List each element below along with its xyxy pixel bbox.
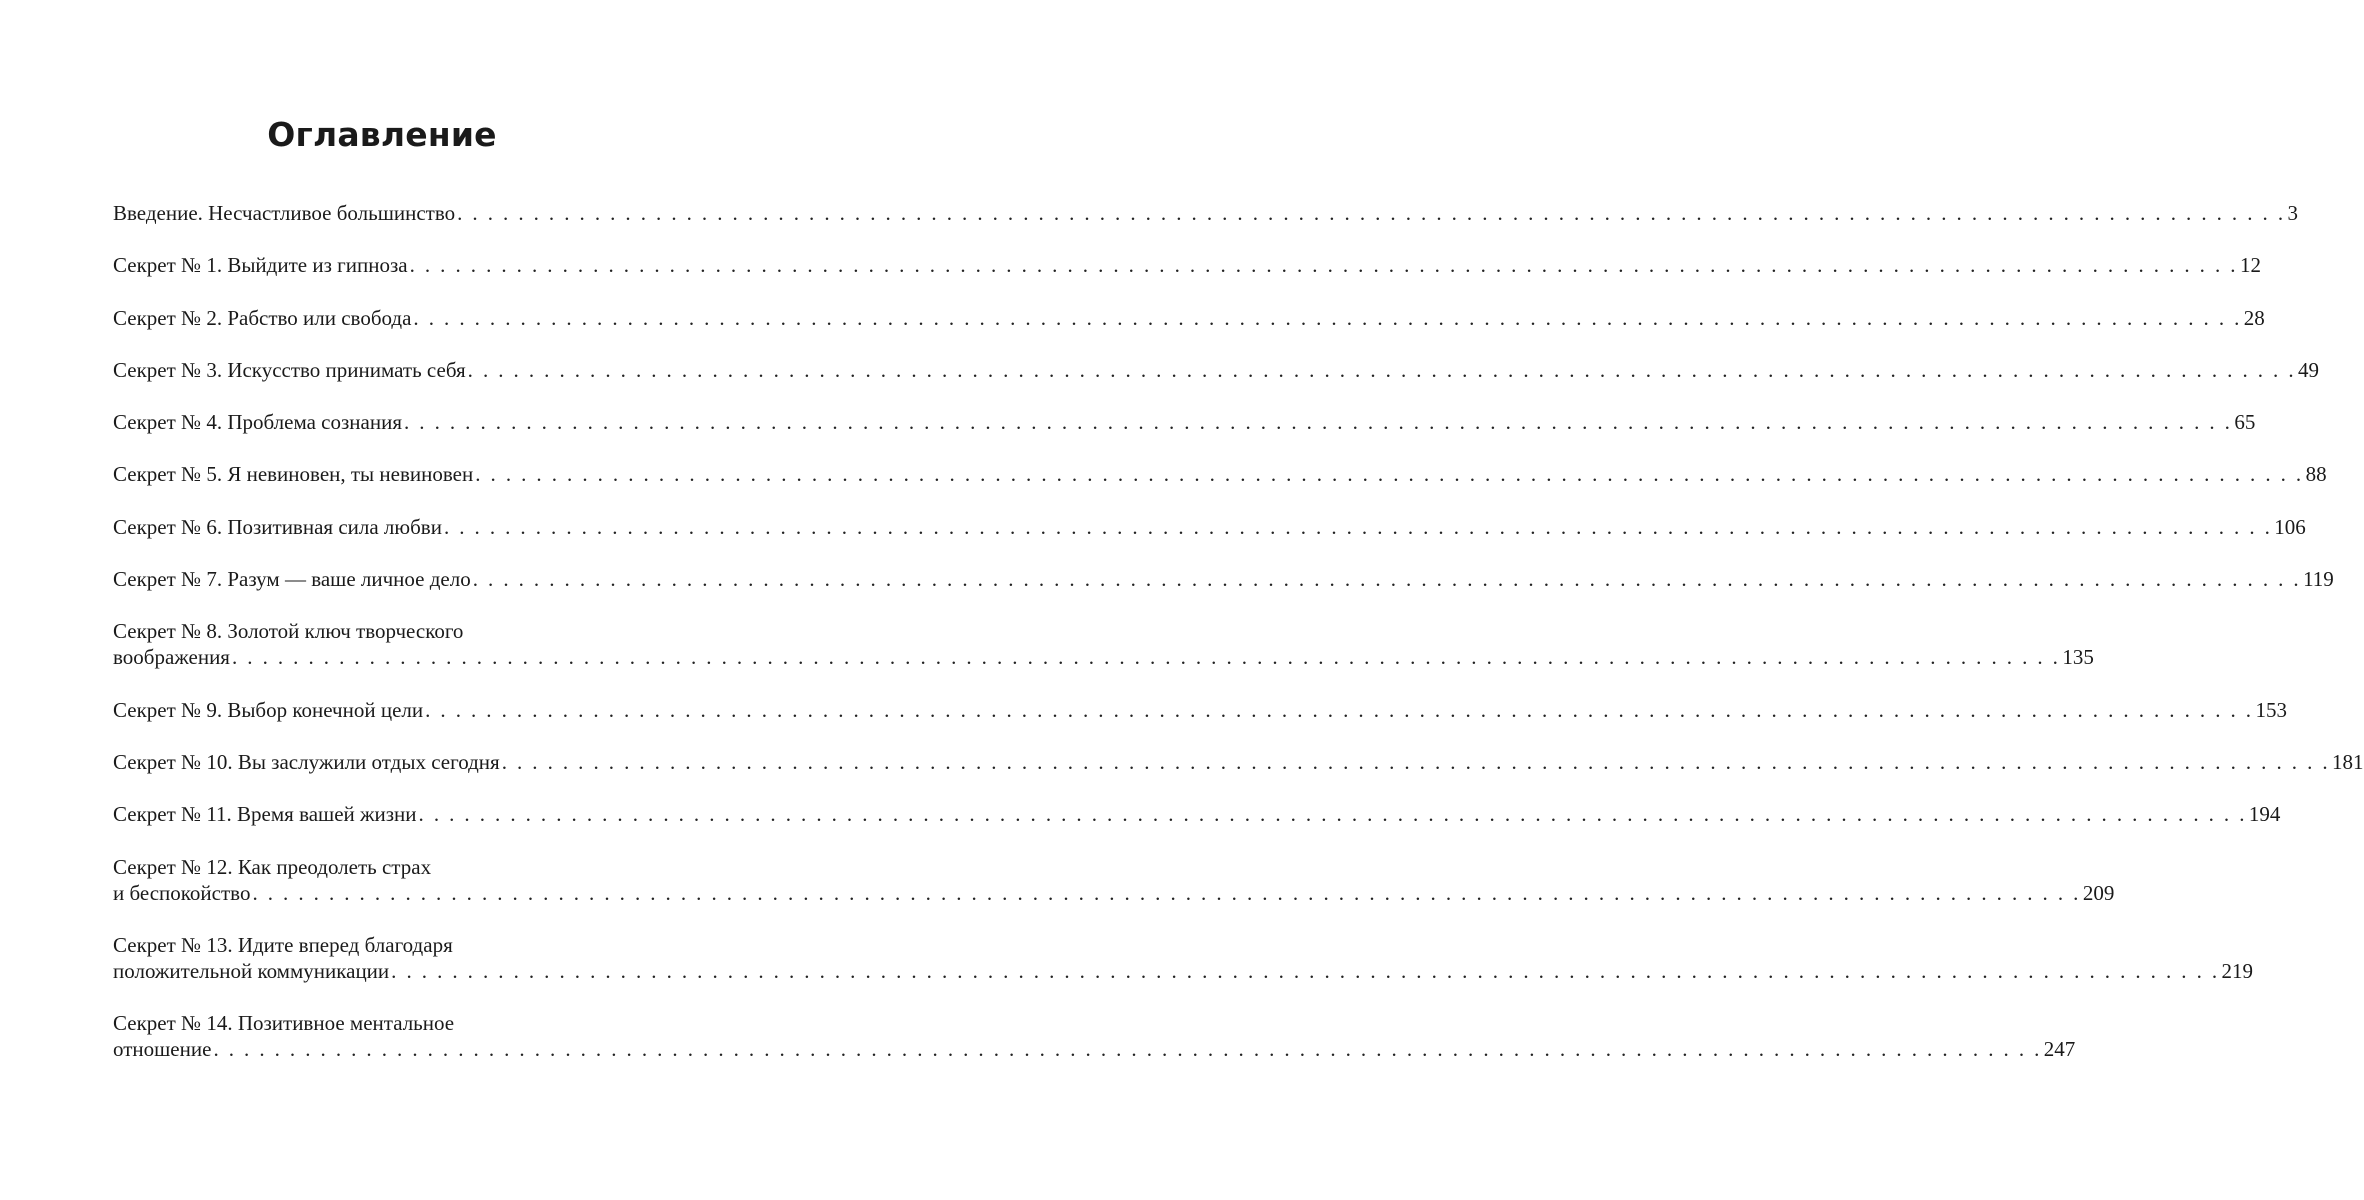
toc-entry-line <box>113 566 2334 592</box>
toc-entry-line <box>113 305 2265 331</box>
dot-leader: . . . . . . . . . . . . . . . . . . . . . . . . . . . . . . . . . . . . . . . . . . . . . . . . . . . . . . . . . . . . . . . . . . . . . . . . . . . . . . . . . . . . . . . . . . . . . . . . . . . . . . . . . . . . . . . . . . . . . . . . <box>457 201 2286 225</box>
toc-page-number: 88 <box>2305 462 2327 487</box>
table-of-contents <box>113 200 2364 1088</box>
toc-entry-title: Секрет № 11. Время вашей жизни <box>113 802 417 827</box>
toc-entry-title: Секрет № 13. Идите вперед благодаря <box>113 932 453 957</box>
toc-entry-title: Секрет № 3. Искусство принимать себя <box>113 357 466 382</box>
toc-page-number: 106 <box>2274 514 2306 539</box>
toc-entry[interactable] <box>113 932 2254 984</box>
toc-entry[interactable] <box>113 409 2256 435</box>
dot-leader: . . . . . . . . . . . . . . . . . . . . . . . . . . . . . . . . . . . . . . . . . . . . . . . . . . . . . . . . . . . . . . . . . . . . . . . . . . . . . . . . . . . . . . . . . . . . . . . . . . . . . . . . . . . . . . . . . . . . . . . . <box>418 802 2247 827</box>
toc-page-number: 153 <box>2255 697 2287 722</box>
toc-entry-title: Введение. Несчастливое большинство <box>113 201 456 225</box>
toc-entry-line <box>113 1010 666 1036</box>
dot-leader: . . . . . . . . . . . . . . . . . . . . . . . . . . . . . . . . . . . . . . . . . . . . . . . . . . . . . . . . . . . . . . . . . . . . . . . . . . . . . . . . . . . . . . . . . . . . . . . . . . . . . . . . . . . . . . . . . . . . . . . . <box>413 305 2242 330</box>
toc-entry[interactable] <box>113 461 2327 487</box>
toc-entry-line <box>113 880 2115 906</box>
toc-entry[interactable] <box>113 566 2334 592</box>
toc-entry-line <box>113 749 2364 775</box>
toc-page-number: 194 <box>2248 802 2281 827</box>
toc-page-number: 28 <box>2243 305 2265 330</box>
toc-page-number: 209 <box>2082 880 2115 905</box>
toc-entry[interactable] <box>113 200 2298 226</box>
toc-entry-title: Секрет № 12. Как преодолеть страх <box>113 854 432 879</box>
toc-entry-title: Секрет № 9. Выбор конечной цели <box>113 697 424 722</box>
dot-leader: . . . . . . . . . . . . . . . . . . . . . . . . . . . . . . . . . . . . . . . . . . . . . . . . . . . . . . . . . . . . . . . . . . . . . . . . . . . . . . . . . . . . . . . . . . . . . . . . . . . . . . . . . . . . . . . . . . . . . . . . <box>391 958 2220 983</box>
dot-leader: . . . . . . . . . . . . . . . . . . . . . . . . . . . . . . . . . . . . . . . . . . . . . . . . . . . . . . . . . . . . . . . . . . . . . . . . . . . . . . . . . . . . . . . . . . . . . . . . . . . . . . . . . . . . . . . . . . . . . . . . <box>443 514 2273 539</box>
toc-page-number: 181 <box>2332 749 2364 774</box>
toc-entry-title: положительной коммуникации <box>113 958 390 983</box>
dot-leader: . . . . . . . . . . . . . . . . . . . . . . . . . . . . . . . . . . . . . . . . . . . . . . . . . . . . . . . . . . . . . . . . . . . . . . . . . . . . . . . . . . . . . . . . . . . . . . . . . . . . . . . . . . . . . . . . . . . . . . . . <box>252 880 2081 905</box>
dot-leader: . . . . . . . . . . . . . . . . . . . . . . . . . . . . . . . . . . . . . . . . . . . . . . . . . . . . . . . . . . . . . . . . . . . . . . . . . . . . . . . . . . . . . . . . . . . . . . . . . . . . . . . . . . . . . . . . . . . . . . . . <box>213 1037 2042 1062</box>
toc-entry-title: Секрет № 5. Я невиновен, ты невиновен <box>113 462 474 487</box>
dot-leader: . . . . . . . . . . . . . . . . . . . . . . . . . . . . . . . . . . . . . . . . . . . . . . . . . . . . . . . . . . . . . . . . . . . . . . . . . . . . . . . . . . . . . . . . . . . . . . . . . . . . . . . . . . . . . . . . . . . . . . . . <box>409 253 2238 278</box>
toc-entry-title: Секрет № 1. Выйдите из гипноза <box>113 253 408 278</box>
toc-entry[interactable] <box>113 305 2265 331</box>
dot-leader: . . . . . . . . . . . . . . . . . . . . . . . . . . . . . . . . . . . . . . . . . . . . . . . . . . . . . . . . . . . . . . . . . . . . . . . . . . . . . . . . . . . . . . . . . . . . . . . . . . . . . . . . . . . . . . . . . . . . . . . . <box>425 697 2254 722</box>
toc-entry[interactable] <box>113 1010 2076 1062</box>
toc-entry-line <box>113 252 2261 278</box>
toc-page-number: 12 <box>2239 253 2261 278</box>
toc-page-number: 49 <box>2298 357 2320 382</box>
toc-entry[interactable] <box>113 514 2306 540</box>
toc-entry-title: Секрет № 8. Золотой ключ творческого <box>113 619 464 644</box>
toc-entry[interactable] <box>113 697 2287 723</box>
toc-entry-line <box>113 854 666 880</box>
toc-entry-title: Секрет № 2. Рабство или свобода <box>113 305 412 330</box>
toc-entry-line <box>113 697 2287 723</box>
toc-entry[interactable] <box>113 854 2115 906</box>
dot-leader: . . . . . . . . . . . . . . . . . . . . . . . . . . . . . . . . . . . . . . . . . . . . . . . . . . . . . . . . . . . . . . . . . . . . . . . . . . . . . . . . . . . . . . . . . . . . . . . . . . . . . . . . . . . . . . . . . . . . . . . . <box>231 645 2061 670</box>
dot-leader: . . . . . . . . . . . . . . . . . . . . . . . . . . . . . . . . . . . . . . . . . . . . . . . . . . . . . . . . . . . . . . . . . . . . . . . . . . . . . . . . . . . . . . . . . . . . . . . . . . . . . . . . . . . . . . . . . . . . . . . . <box>501 749 2331 774</box>
toc-entry-line <box>113 644 2094 670</box>
toc-entry[interactable] <box>113 801 2281 827</box>
toc-entry-line <box>113 200 2298 226</box>
toc-entry-line <box>113 409 2256 435</box>
toc-entry-line <box>113 618 666 644</box>
toc-entry-line <box>113 801 2281 827</box>
toc-entry-title: воображения <box>113 645 230 670</box>
page-title: Оглавление <box>267 115 497 154</box>
dot-leader: . . . . . . . . . . . . . . . . . . . . . . . . . . . . . . . . . . . . . . . . . . . . . . . . . . . . . . . . . . . . . . . . . . . . . . . . . . . . . . . . . . . . . . . . . . . . . . . . . . . . . . . . . . . . . . . . . . . . . . . . <box>403 410 2233 435</box>
toc-entry-line <box>113 514 2306 540</box>
toc-entry-title: Секрет № 4. Проблема сознания <box>113 410 402 435</box>
toc-page-number: 247 <box>2043 1037 2076 1062</box>
dot-leader: . . . . . . . . . . . . . . . . . . . . . . . . . . . . . . . . . . . . . . . . . . . . . . . . . . . . . . . . . . . . . . . . . . . . . . . . . . . . . . . . . . . . . . . . . . . . . . . . . . . . . . . . . . . . . . . . . . . . . . . . <box>475 462 2304 487</box>
toc-entry-line <box>113 357 2320 383</box>
toc-entry-line <box>113 461 2327 487</box>
toc-entry-line <box>113 932 666 958</box>
toc-entry-title: отношение <box>113 1037 212 1062</box>
toc-page-number: 119 <box>2303 567 2334 592</box>
toc-entry[interactable] <box>113 357 2320 383</box>
toc-page-number: 219 <box>2221 958 2254 983</box>
toc-entry-title: Секрет № 6. Позитивная сила любви <box>113 514 442 539</box>
dot-leader: . . . . . . . . . . . . . . . . . . . . . . . . . . . . . . . . . . . . . . . . . . . . . . . . . . . . . . . . . . . . . . . . . . . . . . . . . . . . . . . . . . . . . . . . . . . . . . . . . . . . . . . . . . . . . . . . . . . . . . . . <box>472 567 2302 592</box>
toc-entry-line <box>113 958 2254 984</box>
toc-entry-title: Секрет № 7. Разум — ваше личное дело <box>113 567 471 592</box>
toc-page-number: 135 <box>2062 645 2094 670</box>
toc-entry[interactable] <box>113 749 2364 775</box>
toc-entry-title: и беспокойство <box>113 880 251 905</box>
toc-entry[interactable] <box>113 618 2094 670</box>
toc-entry-line <box>113 1036 2076 1062</box>
toc-page-number: 3 <box>2287 201 2298 225</box>
toc-entry-title: Секрет № 10. Вы заслужили отдых сегодня <box>113 749 500 774</box>
toc-entry[interactable] <box>113 252 2261 278</box>
toc-entry-title: Секрет № 14. Позитивное ментальное <box>113 1011 455 1036</box>
dot-leader: . . . . . . . . . . . . . . . . . . . . . . . . . . . . . . . . . . . . . . . . . . . . . . . . . . . . . . . . . . . . . . . . . . . . . . . . . . . . . . . . . . . . . . . . . . . . . . . . . . . . . . . . . . . . . . . . . . . . . . . . <box>467 357 2297 382</box>
toc-page-number: 65 <box>2234 410 2256 435</box>
